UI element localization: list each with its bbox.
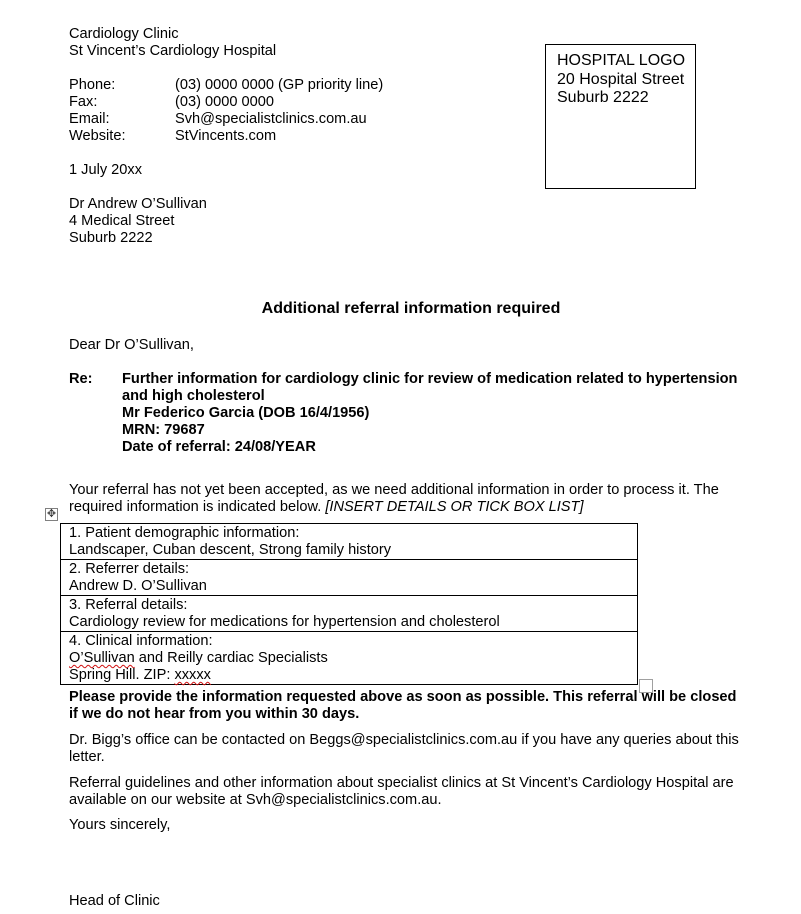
row-detail-line2 <box>69 667 637 684</box>
table-row <box>61 632 638 685</box>
row-detail <box>69 650 637 667</box>
logo-address-suburb: Suburb 2222 <box>557 89 649 106</box>
re-label: Re: <box>69 371 93 387</box>
signature-title: Head of Clinic <box>69 893 160 909</box>
letter-title: Additional referral information required <box>261 300 561 317</box>
row-detail-text: Spring Hill. ZIP: <box>69 667 175 683</box>
fax-label: Fax: <box>69 94 98 110</box>
table-cell[interactable] <box>61 632 638 685</box>
re-patient-name: Mr Federico Garcia (DOB 16/4/1956) <box>122 405 370 421</box>
re-subject-line1: Further information for cardiology clinic for review of medication related to hypertension <box>122 371 738 387</box>
row-detail-text: and Reilly cardiac Specialists <box>134 650 328 666</box>
row-detail: Landscaper, Cuban descent, Strong family history <box>69 542 392 558</box>
letter-date: 1 July 20xx <box>69 162 143 178</box>
re-subject-line2: and high cholesterol <box>122 388 265 404</box>
phone-value: (03) 0000 0000 (GP priority line) <box>175 77 384 93</box>
email-value: Svh@specialistclinics.com.au <box>175 111 367 127</box>
row-heading: 1. Patient demographic information: <box>69 525 300 541</box>
hospital-logo-box <box>545 44 696 189</box>
salutation: Dear Dr O’Sullivan, <box>69 337 194 353</box>
recipient-suburb: Suburb 2222 <box>69 230 153 246</box>
logo-placeholder-text: HOSPITAL LOGO <box>557 52 686 69</box>
table-cell[interactable] <box>61 524 638 560</box>
hospital-name: St Vincent’s Cardiology Hospital <box>69 43 277 59</box>
row-detail: Andrew D. O’Sullivan <box>69 578 207 594</box>
guidelines-line1: Referral guidelines and other information about specialist clinics at St Vincent’s Cardiology Hospital are <box>69 775 734 791</box>
email-label: Email: <box>69 111 110 127</box>
intro-text: required information is indicated below. <box>69 499 326 515</box>
spellcheck-word: O’Sullivan <box>69 650 135 666</box>
notice-line2: if we do not hear from you within 30 days. <box>69 706 360 722</box>
recipient-name: Dr Andrew O’Sullivan <box>69 196 207 212</box>
closing: Yours sincerely, <box>69 817 171 833</box>
table-cell[interactable] <box>61 596 638 632</box>
fax-value: (03) 0000 0000 <box>175 94 274 110</box>
row-heading: 3. Referral details: <box>69 597 188 613</box>
re-mrn: MRN: 79687 <box>122 422 205 438</box>
intro-line1: Your referral has not yet been accepted, as we need additional information in order to process it. The <box>69 482 719 498</box>
intro-line2 <box>69 499 584 516</box>
table-row <box>61 524 638 560</box>
website-label: Website: <box>69 128 126 144</box>
row-detail: Cardiology review for medications for hypertension and cholesterol <box>69 614 500 630</box>
contact-para-line2: letter. <box>69 749 105 765</box>
row-heading: 4. Clinical information: <box>69 633 213 649</box>
table-cell[interactable] <box>61 560 638 596</box>
required-info-table <box>60 523 638 685</box>
guidelines-line2: available on our website at Svh@specialistclinics.com.au. <box>69 792 442 808</box>
website-value: StVincents.com <box>175 128 277 144</box>
intro-placeholder: [INSERT DETAILS OR TICK BOX LIST] <box>325 499 584 515</box>
notice-line1: Please provide the information requested above as soon as possible. This referral will be closed <box>69 689 737 705</box>
re-referral-date: Date of referral: 24/08/YEAR <box>122 439 316 455</box>
recipient-street: 4 Medical Street <box>69 213 175 229</box>
row-heading: 2. Referrer details: <box>69 561 190 577</box>
spellcheck-word: xxxxx <box>174 667 211 683</box>
logo-address-street: 20 Hospital Street <box>557 70 685 88</box>
contact-para-line1: Dr. Bigg’s office can be contacted on Beggs@specialistclinics.com.au if you have any queries about this <box>69 732 739 748</box>
phone-label: Phone: <box>69 77 116 93</box>
table-row <box>61 560 638 596</box>
clinic-name: Cardiology Clinic <box>69 26 179 42</box>
table-row <box>61 596 638 632</box>
table-move-handle-icon[interactable]: ✥ <box>46 508 57 520</box>
